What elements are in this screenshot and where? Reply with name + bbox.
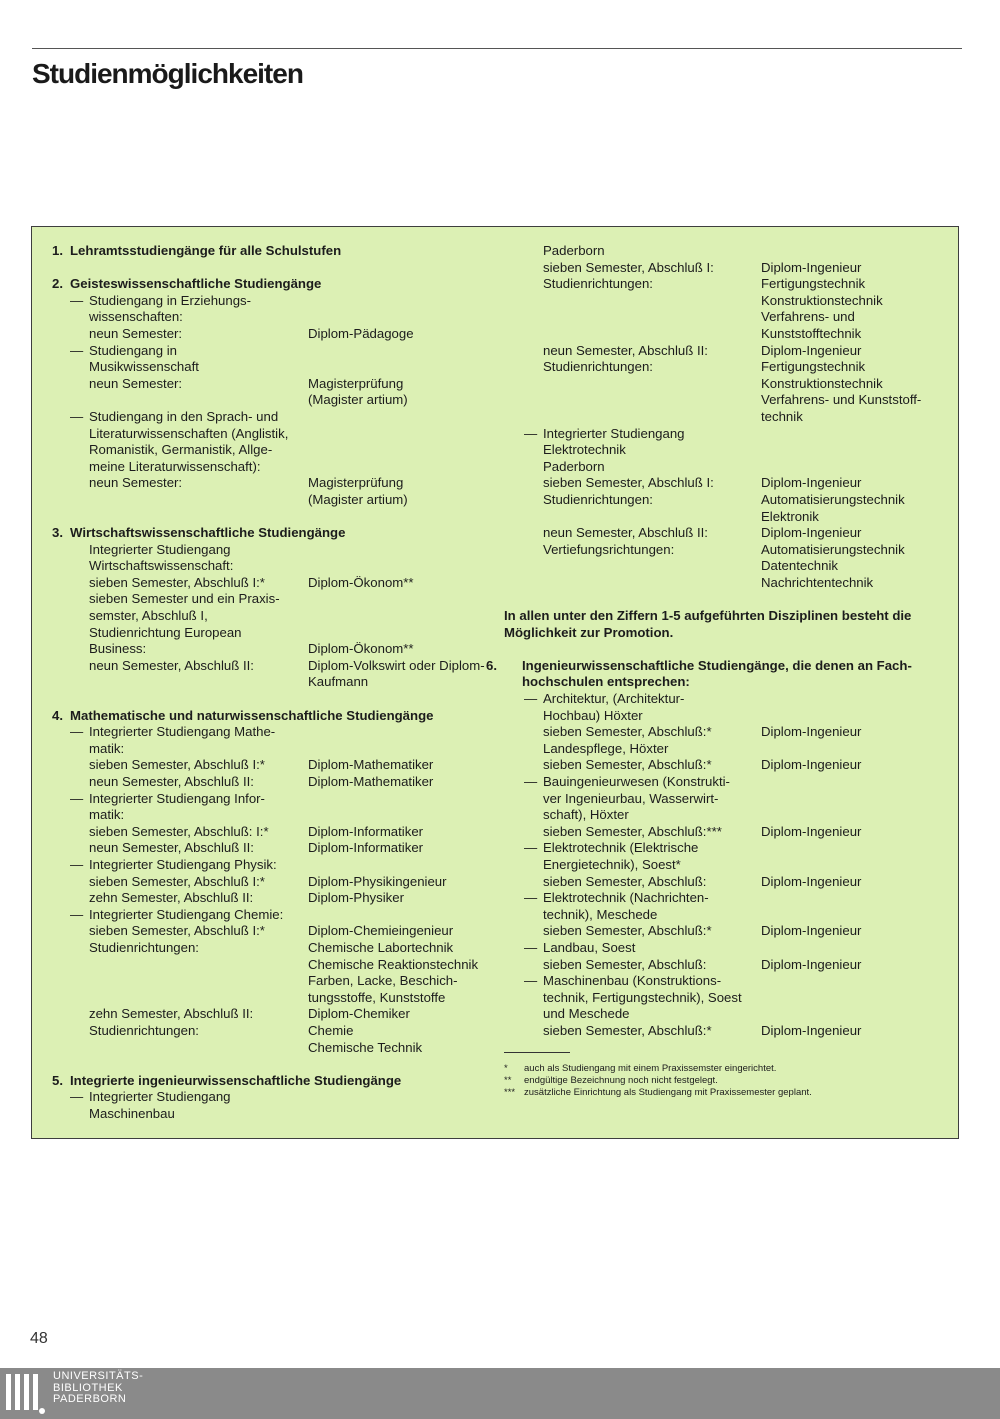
entry-row (504, 957, 949, 974)
degree-text: Diplom-Chemieingenieur (308, 923, 454, 939)
entry-row (52, 907, 492, 924)
entry-text: technik, Fertigungstechnik), Soest (543, 989, 742, 1005)
entry-text: Integrierter Studiengang Physik: (89, 856, 277, 872)
right-column (486, 243, 949, 1099)
entry-row (504, 442, 949, 459)
entry-row (504, 475, 949, 492)
list-dash: — (524, 939, 538, 955)
degree-text: Chemie (308, 1022, 354, 1038)
library-logo-icon (6, 1374, 46, 1414)
section-title: Mathematische und naturwissenschaftliche Studiengänge (70, 707, 434, 723)
entry-row (504, 724, 949, 741)
entry-text (504, 575, 949, 592)
entry-row (504, 857, 949, 874)
degree-text: Diplom-Chemiker (308, 1006, 410, 1022)
entry-row (504, 376, 949, 393)
entry-row (52, 641, 492, 658)
entry-text (52, 1040, 492, 1057)
section-number: 2. (52, 276, 63, 292)
entry-text: semster, Abschluß I, (89, 608, 208, 624)
entry-row (52, 1023, 492, 1040)
degree-text: Automatisierungstechnik (761, 491, 905, 507)
entry-row (504, 359, 949, 376)
entry-text: Paderborn (543, 243, 605, 258)
degree-text: Diplom-Mathematiker (308, 774, 434, 789)
degree-text: Magisterprüfung (308, 375, 404, 391)
entry-text: wissenschaften: (89, 309, 183, 325)
entry-text (504, 326, 949, 343)
entry-text (504, 558, 949, 575)
section-heading (52, 708, 492, 725)
entry-text: neun Semester: (89, 325, 183, 341)
entry-text: matik: (89, 807, 125, 823)
entry-text: Studienrichtung European (89, 624, 242, 640)
entry-text: sieben Semester, Abschluß:* (543, 923, 712, 939)
entry-row (52, 558, 492, 575)
entry-row (504, 973, 949, 990)
entry-row (52, 990, 492, 1007)
entry-row (504, 492, 949, 509)
section-title: Integrierte ingenieurwissenschaftliche Studiengänge (70, 1072, 402, 1088)
entry-text: matik: (89, 740, 125, 756)
entry-text: Romanistik, Germanistik, Allge- (89, 442, 273, 458)
list-dash: — (524, 840, 538, 856)
spacer (504, 591, 949, 608)
entry-row (504, 343, 949, 360)
list-dash: — (70, 292, 84, 308)
entry-row (52, 542, 492, 559)
page-title: Studienmöglichkeiten (32, 58, 303, 89)
entry-row (52, 343, 492, 360)
spacer (504, 641, 949, 658)
entry-row (504, 923, 949, 940)
entry-text: Elektrotechnik (Nachrichten- (543, 890, 709, 906)
entry-text: sieben Semester, Abschluß I:* (89, 757, 265, 773)
degree-text: Chemische Reaktionstechnik (308, 956, 479, 972)
list-dash: — (524, 691, 538, 707)
entry-row (52, 674, 492, 691)
section-number: 6. (486, 657, 497, 673)
entry-text: Integrierter Studiengang (89, 541, 231, 557)
degree-text: Diplom-Ingenieur (761, 475, 862, 491)
entry-row (52, 857, 492, 874)
entry-text: meine Literaturwissenschaft): (89, 458, 261, 474)
entry-row (504, 392, 949, 409)
entry-row (52, 426, 492, 443)
entry-text: Maschinenbau (89, 1105, 175, 1121)
entry-row (52, 973, 492, 990)
degree-text: Diplom-Ingenieur (761, 342, 862, 358)
degree-text: Nachrichtentechnik (761, 574, 874, 590)
entry-text: Energietechnik), Soest* (543, 856, 681, 872)
entry-text: Landespflege, Höxter (543, 740, 669, 756)
entry-text: Elektrotechnik (Elektrische (543, 840, 699, 856)
degree-text: Chemische Labortechnik (308, 939, 454, 955)
degree-text: Diplom-Ökonom** (308, 574, 414, 590)
footnote-rule (504, 1052, 570, 1053)
entry-text: Studienrichtungen: (89, 939, 199, 955)
entry-text: Paderborn (543, 458, 605, 474)
entry-row (504, 757, 949, 774)
list-dash: — (70, 1089, 84, 1105)
entry-text: neun Semester, Abschluß II: (543, 525, 708, 541)
entry-text: Elektrotechnik (543, 442, 626, 458)
degree-text: Diplom-Ingenieur (761, 823, 862, 839)
entry-row (504, 907, 949, 924)
entry-row (504, 940, 949, 957)
entry-row (52, 724, 492, 741)
entry-text: Integrierter Studiengang (89, 1089, 231, 1105)
section-heading (52, 1073, 492, 1090)
entry-text: sieben Semester, Abschluß: (543, 873, 707, 889)
entry-text: neun Semester, Abschluß II: (543, 342, 708, 358)
entry-text: sieben Semester, Abschluß I: (543, 475, 714, 491)
degree-text: Diplom-Ingenieur (761, 757, 862, 773)
list-dash: — (70, 790, 84, 806)
entry-text: Musikwissenschaft (89, 359, 199, 375)
section-heading (52, 243, 492, 260)
degree-text: Diplom-Volkswirt oder Diplom- (308, 657, 485, 673)
spacer (52, 1056, 492, 1073)
entry-text: technik), Meschede (543, 906, 658, 922)
degree-text: Magisterprüfung (308, 475, 404, 491)
entry-row (52, 293, 492, 310)
entry-text: Studiengang in den Sprach- und (89, 408, 279, 424)
degree-text: Verfahrens- und (761, 309, 855, 325)
entry-text: Studienrichtungen: (543, 359, 653, 375)
spacer (52, 509, 492, 526)
entry-text: sieben Semester, Abschluß:* (543, 757, 712, 773)
list-dash: — (524, 774, 538, 789)
entry-text: sieben Semester, Abschluß I:* (89, 923, 265, 939)
degree-text: technik (761, 408, 803, 424)
entry-row (504, 1006, 949, 1023)
entry-text: Landbau, Soest (543, 939, 636, 955)
degree-text: Diplom-Ingenieur (761, 923, 862, 939)
degree-text: Diplom-Ingenieur (761, 525, 862, 541)
section-heading (52, 525, 492, 542)
degree-text: Diplom-Informatiker (308, 823, 424, 839)
footnote (504, 1087, 949, 1099)
entry-row (504, 293, 949, 310)
entry-row (52, 791, 492, 808)
entry-text: zehn Semester, Abschluß II: (89, 890, 254, 906)
promotion-note: In allen unter den Ziffern 1-5 aufgeführten Disziplinen besteht die Möglichkeit zur Promotion. (504, 608, 912, 640)
entry-row (504, 824, 949, 841)
entry-text: neun Semester, Abschluß II: (89, 840, 254, 856)
entry-text: Business: (89, 641, 147, 657)
entry-row (504, 525, 949, 542)
entry-row (52, 957, 492, 974)
entry-text: Bauingenieurwesen (Konstrukti- (543, 774, 730, 789)
entry-row (52, 359, 492, 376)
entry-row (52, 492, 492, 509)
left-column (52, 243, 492, 1122)
entry-text: Maschinenbau (Konstruktions- (543, 973, 722, 989)
footnote-mark: * (504, 1062, 508, 1074)
entry-text: Studienrichtungen: (543, 491, 653, 507)
degree-text: Diplom-Ingenieur (761, 956, 862, 972)
entry-text: sieben Semester, Abschluß:* (543, 724, 712, 740)
entry-text: sieben Semester, Abschluß I: (543, 259, 714, 275)
entry-text: sieben Semester, Abschluß:* (543, 1022, 712, 1038)
footnote-text: endgültige Bezeichnung noch nicht festgelegt. (524, 1074, 718, 1086)
entry-row (52, 326, 492, 343)
entry-row (52, 658, 492, 675)
degree-text: Konstruktionstechnik (761, 292, 883, 308)
entry-text: Hochbau) Höxter (543, 707, 643, 723)
entry-text: sieben Semester, Abschluß I:* (89, 873, 265, 889)
entry-text: neun Semester: (89, 375, 183, 391)
degree-text: Chemische Technik (308, 1039, 423, 1055)
entry-row (52, 459, 492, 476)
entry-row (52, 376, 492, 393)
entry-row (52, 409, 492, 426)
entry-text: und Meschede (543, 1006, 630, 1022)
entry-text: ver Ingenieurbau, Wasserwirt- (543, 790, 719, 806)
entry-row (52, 591, 492, 608)
degree-text: Diplom-Physikingenieur (308, 873, 447, 889)
entry-row (504, 874, 949, 891)
entry-row (52, 475, 492, 492)
degree-text: Diplom-Physiker (308, 890, 404, 906)
degree-text: Kaufmann (308, 674, 369, 690)
entry-row (504, 691, 949, 708)
degree-text: tungsstoffe, Kunststoffe (308, 989, 446, 1005)
section-heading (52, 276, 492, 293)
entry-text (52, 674, 492, 691)
entry-text: Integrierter Studiengang Chemie: (89, 906, 284, 922)
section-number: 1. (52, 243, 63, 258)
section-title: Ingenieurwissenschaftliche Studiengänge, die denen an Fach-hochschulen entsprechen: (522, 657, 912, 690)
list-dash: — (524, 973, 538, 989)
entry-row (52, 1089, 492, 1106)
degree-text: Diplom-Mathematiker (308, 757, 434, 773)
entry-text: neun Semester, Abschluß II: (89, 774, 254, 789)
entry-text: sieben Semester, Abschluß: (543, 956, 707, 972)
entry-text: Studienrichtungen: (543, 276, 653, 292)
entry-row (52, 874, 492, 891)
section-number: 4. (52, 707, 63, 723)
entry-text: Studiengang in (89, 342, 177, 358)
entry-text: Integrierter Studiengang (543, 425, 685, 441)
entry-row (52, 575, 492, 592)
entry-row (52, 442, 492, 459)
list-dash: — (70, 408, 84, 424)
entry-row (52, 392, 492, 409)
entry-row (504, 243, 949, 260)
entry-row (52, 1006, 492, 1023)
entry-text: sieben Semester, Abschluß:*** (543, 823, 722, 839)
entry-row (504, 309, 949, 326)
degree-text: Datentechnik (761, 558, 838, 574)
degree-text: Konstruktionstechnik (761, 375, 883, 391)
entry-row (52, 1106, 492, 1123)
degree-text: Verfahrens- und Kunststoff- (761, 392, 922, 408)
entry-row (504, 1023, 949, 1040)
degree-text: Kunststofftechnik (761, 325, 862, 341)
spacer (52, 691, 492, 708)
entry-text: zehn Semester, Abschluß II: (89, 1006, 254, 1022)
entry-text: Integrierter Studiengang Infor- (89, 790, 265, 806)
list-dash: — (524, 890, 538, 906)
degree-text: Diplom-Ingenieur (761, 1022, 862, 1038)
entry-text: sieben Semester und ein Praxis- (89, 591, 280, 607)
list-dash: — (70, 856, 84, 872)
list-dash: — (70, 342, 84, 358)
entry-text: Literaturwissenschaften (Anglistik, (89, 425, 289, 441)
entry-text: neun Semester, Abschluß II: (89, 657, 254, 673)
list-dash: — (524, 425, 538, 441)
degree-text: Fertigungstechnik (761, 359, 866, 375)
entry-text: neun Semester: (89, 475, 183, 491)
degree-text: Diplom-Ingenieur (761, 724, 862, 740)
degree-text: Diplom-Ingenieur (761, 259, 862, 275)
entry-text: sieben Semester, Abschluß: I:* (89, 823, 269, 839)
degree-text: Automatisierungstechnik (761, 541, 905, 557)
entry-text (52, 492, 492, 509)
list-dash: — (70, 724, 84, 740)
section-title: Lehramtsstudiengänge für alle Schulstufen (70, 243, 342, 258)
section-number: 5. (52, 1072, 63, 1088)
entry-row (504, 575, 949, 592)
footnote-mark: ** (504, 1074, 512, 1086)
entry-row (504, 890, 949, 907)
entry-row (504, 840, 949, 857)
entry-row (52, 309, 492, 326)
entry-row (504, 791, 949, 808)
footnotes (504, 1063, 949, 1099)
entry-row (504, 260, 949, 277)
footnote (504, 1063, 949, 1075)
entry-row (504, 774, 949, 791)
entry-row (52, 757, 492, 774)
entry-text: Architektur, (Architektur- (543, 691, 685, 707)
right-column-rows (486, 243, 949, 1040)
entry-text (504, 509, 949, 526)
entry-row (504, 990, 949, 1007)
entry-text (504, 409, 949, 426)
entry-text: schaft), Höxter (543, 807, 629, 823)
entry-text: Vertiefungsrichtungen: (543, 541, 675, 557)
degree-text: (Magister artium) (308, 392, 408, 408)
entry-row (504, 326, 949, 343)
degree-text: Fertigungstechnik (761, 276, 866, 292)
entry-row (504, 276, 949, 293)
entry-row (52, 1040, 492, 1057)
entry-text (504, 309, 949, 326)
entry-text: sieben Semester, Abschluß I:* (89, 574, 265, 590)
entry-text: Wirtschaftswissenschaft: (89, 558, 234, 574)
degree-text: Farben, Lacke, Beschich- (308, 973, 458, 989)
entry-row (52, 807, 492, 824)
entry-row (504, 708, 949, 725)
footnote (504, 1075, 949, 1087)
degree-text: Diplom-Ingenieur (761, 873, 862, 889)
entry-row (504, 807, 949, 824)
section-heading (486, 657, 949, 691)
degree-text: (Magister artium) (308, 491, 408, 507)
study-options-box (31, 226, 959, 1139)
page-number: 48 (30, 1330, 48, 1347)
entry-row (52, 890, 492, 907)
entry-row (52, 625, 492, 642)
entry-row (52, 824, 492, 841)
entry-row (52, 774, 492, 791)
section-title: Wirtschaftswissenschaftliche Studiengänge (70, 525, 346, 541)
entry-row (52, 940, 492, 957)
degree-text: Elektronik (761, 508, 819, 524)
library-footer (0, 1368, 1000, 1419)
library-logo-text: UNIVERSITÄTS- BIBLIOTHEK PADERBORN (53, 1370, 144, 1405)
section-number: 3. (52, 525, 63, 541)
entry-text (52, 392, 492, 409)
list-dash: — (70, 906, 84, 922)
entry-row (52, 923, 492, 940)
entry-text: Integrierter Studiengang Mathe- (89, 724, 276, 740)
entry-row (504, 509, 949, 526)
degree-text: Diplom-Ökonom** (308, 641, 414, 657)
entry-row (504, 409, 949, 426)
entry-row (504, 426, 949, 443)
entry-row (504, 542, 949, 559)
spacer (52, 260, 492, 277)
entry-row (52, 608, 492, 625)
degree-text: Diplom-Pädagoge (308, 325, 414, 341)
entry-row (504, 741, 949, 758)
footnote-text: auch als Studiengang mit einem Praxissemster eingerichtet. (524, 1062, 777, 1074)
footnote-text: zusätzliche Einrichtung als Studiengang mit Praxissemester geplant. (524, 1086, 812, 1098)
footnote-mark: *** (504, 1086, 516, 1098)
entry-row (52, 840, 492, 857)
entry-row (52, 741, 492, 758)
entry-row (504, 558, 949, 575)
entry-row (504, 459, 949, 476)
degree-text: Diplom-Informatiker (308, 840, 424, 856)
entry-text: Studiengang in Erziehungs- (89, 292, 252, 308)
entry-text: Studienrichtungen: (89, 1022, 199, 1038)
section-title: Geisteswissenschaftliche Studiengänge (70, 276, 322, 292)
top-rule (32, 48, 962, 49)
